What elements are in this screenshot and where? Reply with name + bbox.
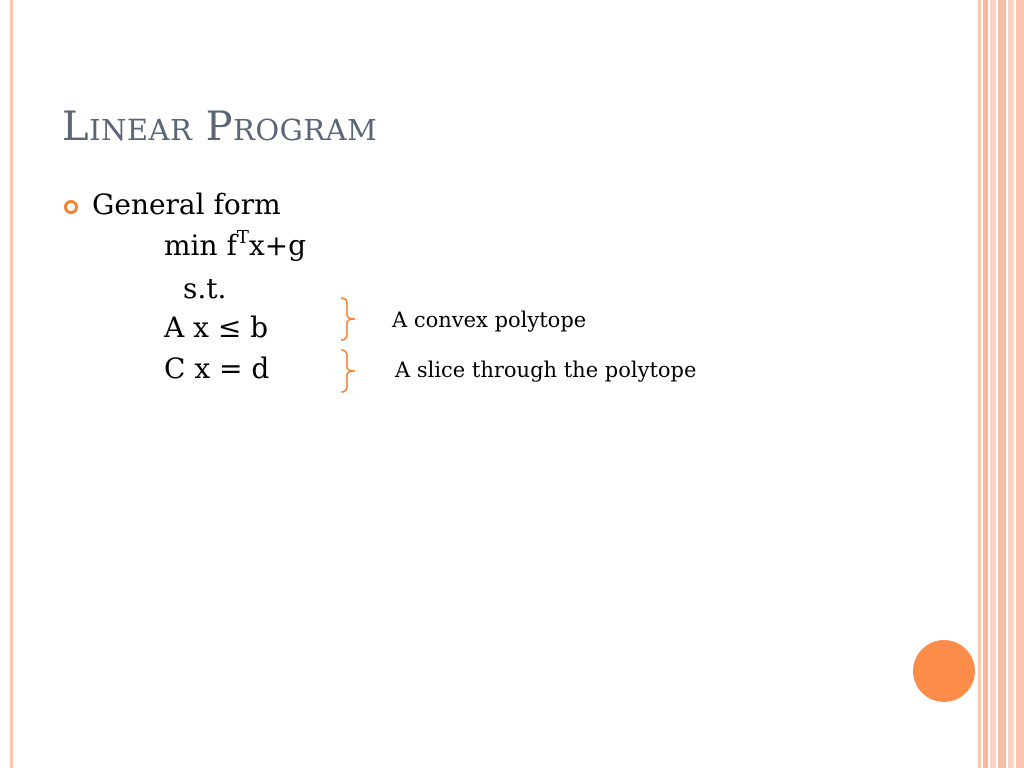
objective-line [164,229,306,262]
right-stripe [983,0,988,768]
title-cap-1: L [62,104,90,150]
right-stripe [1016,0,1024,768]
objective-suffix: x+g [248,229,307,262]
right-brace-icon [338,348,358,394]
bullet-text: General form [92,188,281,221]
objective-prefix: min f [164,229,237,262]
slide-title [62,104,377,150]
transpose-superscript: T [236,227,249,248]
equality-constraint: C x = d [164,352,270,385]
annotation-convex-polytope: A convex polytope [392,308,587,332]
right-stripe [990,0,996,768]
title-rest-1: INEAR [89,113,193,147]
annotation-slice: A slice through the polytope [395,358,697,382]
right-stripe [998,0,1006,768]
title-rest-2: ROGRAM [232,113,378,147]
right-stripe [978,0,981,768]
ring-bullet-icon [64,200,78,214]
left-border-line [10,0,13,768]
decorative-circle [913,640,975,702]
right-stripe [1008,0,1014,768]
inequality-constraint: A x ≤ b [164,311,269,344]
right-brace-icon [338,296,358,342]
subject-to-line: s.t. [183,272,227,305]
title-cap-2: P [205,104,233,150]
